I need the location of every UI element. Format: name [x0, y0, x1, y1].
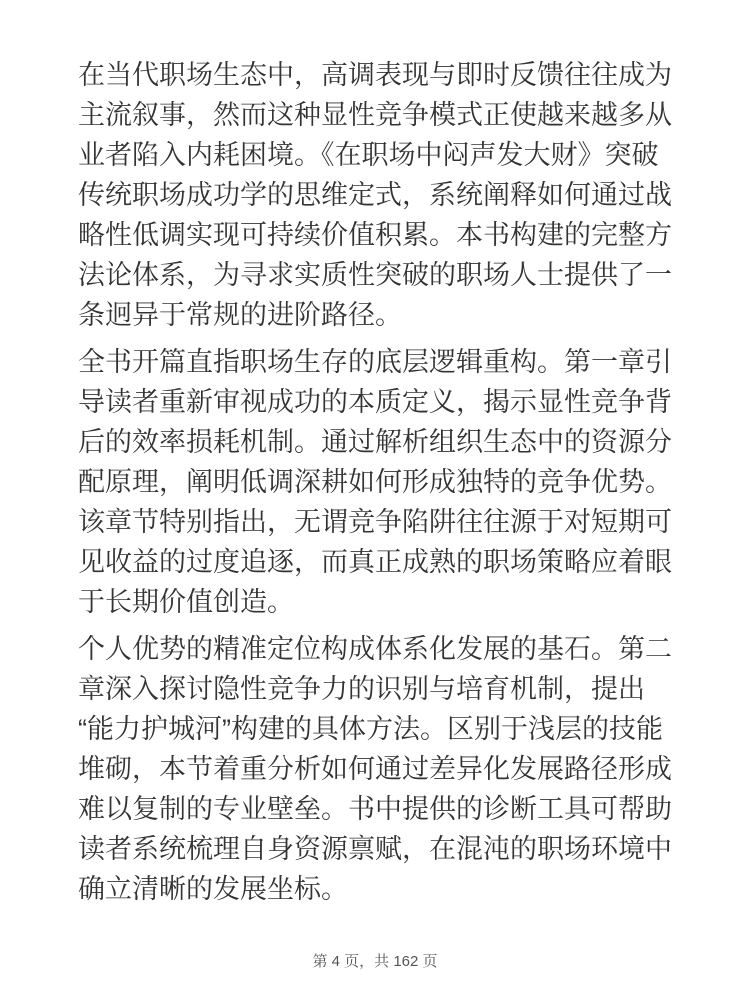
paragraph-chapter-two: 个人优势的精准定位构成体系化发展的基石。第二章深入探讨隐性竞争力的识别与培育机制，提出“能力护城河”构建的具体方法。区别于浅层的技能堆砌，本节着重分析如何通过差异化发展路径形成难以复制的专业壁垒。书中提供的诊断工具可帮助读者系统梳理自身资源禀赋，在混沌的职场环境中确立清晰的发展坐标。: [78, 634, 672, 904]
paragraph-chapter-one: 全书开篇直指职场生存的底层逻辑重构。第一章引导读者重新审视成功的本质定义，揭示显性竞争背后的效率损耗机制。通过解析组织生态中的资源分配原理，阐明低调深耕如何形成独特的竞争优势。该章节特别指出，无谓竞争陷阱往往源于对短期可见收益的过度追逐，而真正成熟的职场策略应着眼于长期价值创造。: [78, 347, 672, 617]
paragraph-intro: 在当代职场生态中，高调表现与即时反馈往往成为主流叙事，然而这种显性竞争模式正使越来越多从业者陷入内耗困境。《在职场中闷声发大财》突破传统职场成功学的思维定式，系统阐释如何通过战略性低调实现可持续价值积累。本书构建的完整方法论体系，为寻求实质性突破的职场人士提供了一条迥异于常规的进阶路径。: [78, 60, 672, 330]
page-content: [78, 55, 673, 916]
page-indicator: 第 4 页，共 162 页: [312, 953, 438, 970]
